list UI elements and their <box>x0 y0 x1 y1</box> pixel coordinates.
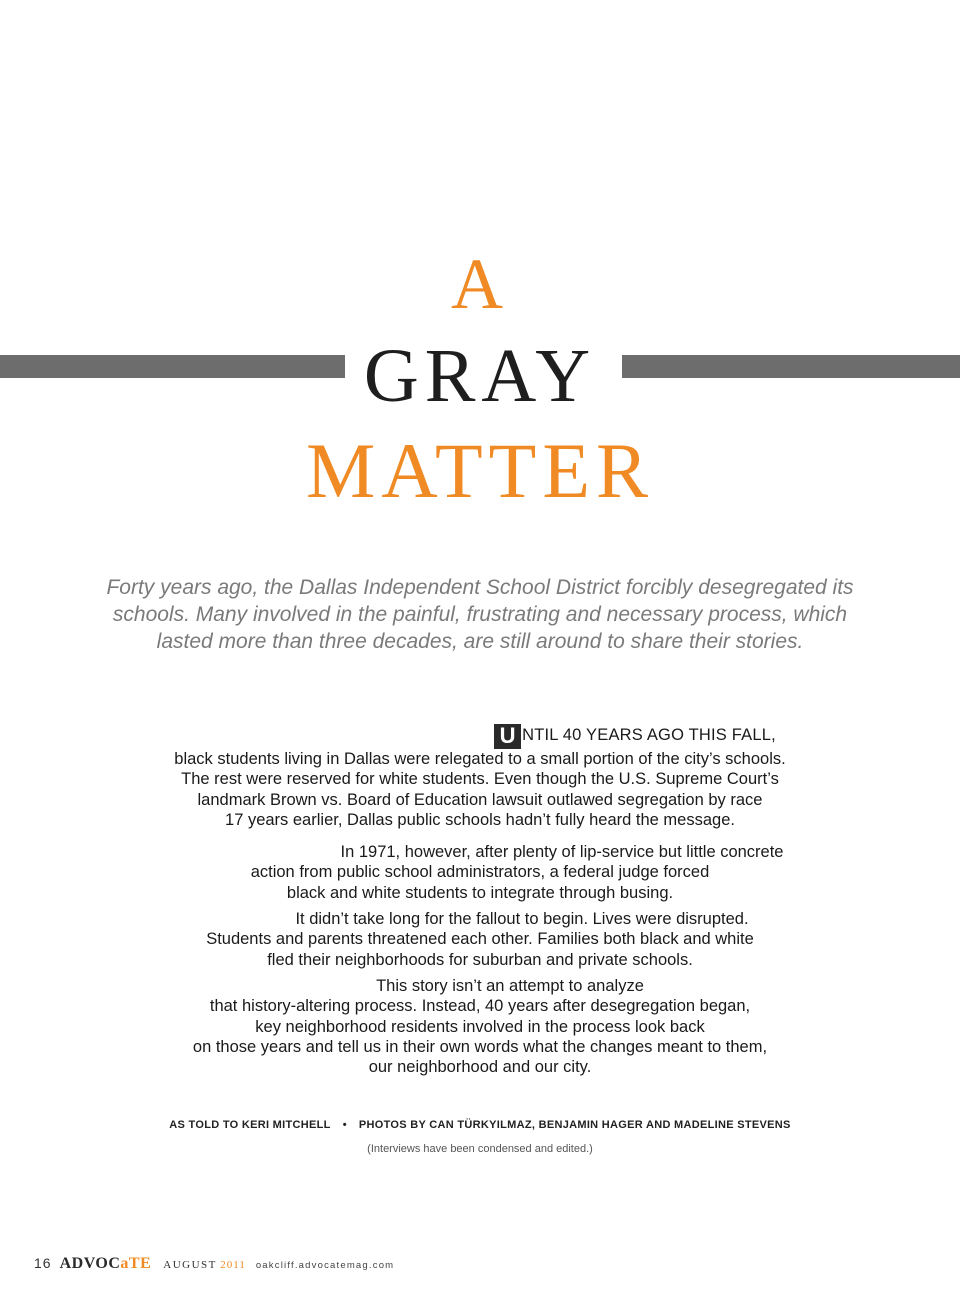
dropcap-letter: U <box>494 724 521 749</box>
editorial-note: (Interviews have been condensed and edited.) <box>367 1143 593 1155</box>
photo-credit: PHOTOS BY CAN TÜRKYILMAZ, BENJAMIN HAGER AND MADELINE STEVENS <box>358 1119 791 1131</box>
lead-in-text: NTIL 40 YEARS AGO THIS FALL, <box>522 726 776 744</box>
headline-line-a: A <box>451 244 509 324</box>
body-paragraph-1 <box>150 724 810 830</box>
byline-credits <box>0 1119 960 1131</box>
told-to-credit: AS TOLD TO KERI MITCHELL <box>169 1119 331 1131</box>
page-footer <box>34 1255 394 1273</box>
body-line: our neighborhood and our city. <box>368 1058 592 1077</box>
headline-line-gray: GRAY <box>363 334 597 418</box>
body-line <box>150 724 810 749</box>
body-line: This story isn’t an attempt to analyze <box>376 977 644 995</box>
body-paragraph-4 <box>150 976 810 1077</box>
body-line: action from public school administrators, a federal judge forced <box>250 863 710 882</box>
body-line: landmark Brown vs. Board of Education lawsuit outlawed segregation by race <box>197 790 763 809</box>
site-url: oakcliff.advocatemag.com <box>255 1260 395 1271</box>
body-line: fled their neighborhoods for suburban and private schools. <box>267 950 693 969</box>
credit-separator: • <box>342 1119 347 1131</box>
brand-logo-main: ADVOC <box>59 1255 121 1272</box>
headline-rule-right <box>622 355 960 378</box>
body-line: It didn’t take long for the fallout to begin. Lives were disrupted. <box>295 910 749 928</box>
body-line: that history-altering process. Instead, 40 years after desegregation began, <box>209 997 751 1016</box>
body-paragraph-3 <box>150 909 810 970</box>
brand-logo-accent: aTE <box>120 1255 152 1272</box>
article-dek: Forty years ago, the Dallas Independent School District forcibly desegregated its schools. Many involved in the painful, frustrating and necessary process, which lasted more than three decades, are still around to share their stories. <box>106 576 854 653</box>
body-line: on those years and tell us in their own words what the changes meant to them, <box>192 1037 768 1056</box>
body-line: key neighborhood residents involved in the process look back <box>255 1017 705 1036</box>
body-line: black students living in Dallas were relegated to a small portion of the city’s schools. <box>174 750 786 768</box>
body-line: 17 years earlier, Dallas public schools hadn’t fully heard the message. <box>225 810 735 829</box>
body-line: black and white students to integrate through busing. <box>286 883 674 902</box>
brand-logo <box>60 1255 152 1272</box>
issue-year: 2011 <box>220 1259 246 1271</box>
page-number: 16 <box>34 1255 52 1271</box>
body-line: In 1971, however, after plenty of lip-service but little concrete <box>340 843 784 861</box>
body-paragraph-2 <box>150 842 810 903</box>
issue-month: AUGUST <box>163 1259 217 1271</box>
body-line: Students and parents threatened each other. Families both black and white <box>206 930 754 949</box>
body-line: The rest were reserved for white students. Even though the U.S. Supreme Court’s <box>181 770 779 789</box>
headline-line-matter: MATTER <box>306 427 654 514</box>
